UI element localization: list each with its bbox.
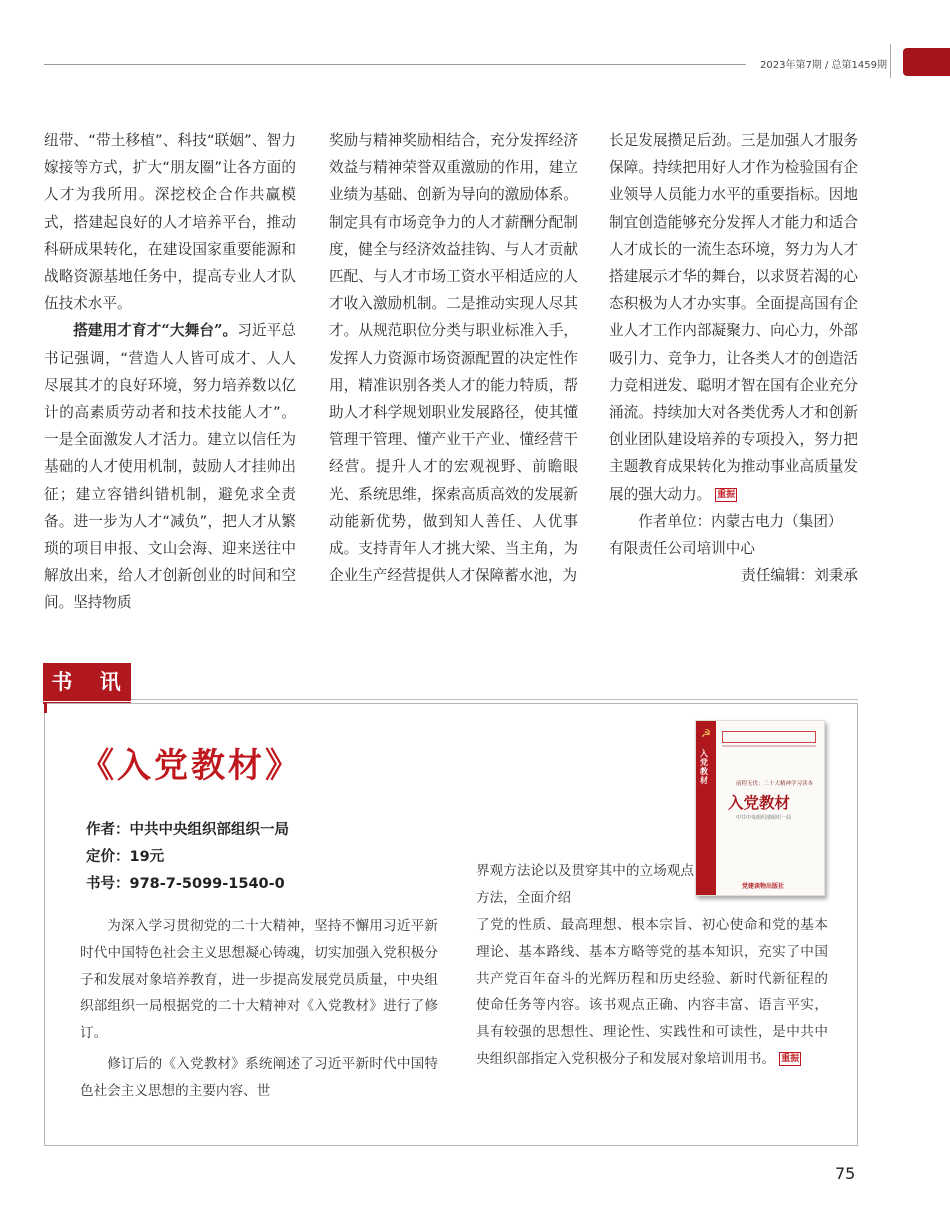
article-paragraph <box>609 127 858 508</box>
cover-top-rule <box>722 745 816 747</box>
end-mark-icon: 重振 <box>781 1053 800 1064</box>
book-author: 作者：中共中央组织部组织一局 <box>86 822 289 838</box>
responsible-editor: 责任编辑：刘秉承 <box>741 567 858 585</box>
book-price: 定价：19元 <box>86 849 165 865</box>
header-divider <box>890 44 891 78</box>
header-rule <box>44 64 746 65</box>
box-accent <box>44 703 47 713</box>
section-label-book-news: 书 讯 <box>43 663 131 701</box>
article-text: 长足发展攒足后劲。三是加强人才服务保障。持续把用好人才作为检验国有企业领导人员能力水平的重要指标。因地制宜创造能够充分发挥人才能力和适合人才成长的一流生态环境，努力为人才搭建展示才华的舞台，以求贤若渴的心态积极为人才办实事。全面提高国有企业人才工作内部凝聚力、向心力，外部吸引力、竞争力，让各类人才的创造活力竞相迸发、聪明才智在国有企业充分涌流。持续加大对各类优秀人才和创新创业团队建设培养的专项投入，努力把主题教育成果转化为推动事业高质量发展的强大动力。 <box>609 132 858 503</box>
book-intro-left <box>80 913 438 1105</box>
cover-author: 中共中央组织部组织一局 <box>736 815 792 821</box>
article-paragraph: 奖励与精神奖励相结合，充分发挥经济效益与精神荣誉双重激励的作用，建立业绩为基础、创新为导向的激励体系。制定具有市场竞争力的人才薪酬分配制度，健全与经济效益挂钩、与人才贡献匹配、与人才市场工资水平相适应的人才收入激励机制。二是推动实现人尽其才。从规范职位分类与职业标准入手，发挥人力资源市场资源配置的决定性作用，精准识别各类人才的能力特质，帮助人才科学规划职业发展路径，使其懂管理干管理、懂产业干产业、懂经营干经营。提升人才的宏观视野、前瞻眼光、系统思维，探索高质高效的发展新动能新优势，做到知人善任、人优事成。支持青年人才挑大梁、当主角，为企业生产经营提供人才保障蓄水池，为 <box>329 132 578 585</box>
book-intro-right <box>476 912 828 1073</box>
book-intro-paragraph: 修订后的《入党教材》系统阐述了习近平新时代中国特色社会主义思想的主要内容、世 <box>80 1055 438 1099</box>
article-text: 习近平总书记强调，“营造人人皆可成才、人人尽展其才的良好环境，努力培养数以亿计的高素质劳动者和技术技能人才”。一是全面激发人才活力。建立以信任为基础的人才使用机制，鼓励人才挂帅出征；建立容错纠错机制，避免求全责备。进一步为人才“减负”，把人才从繁琐的项目申报、文山会海、迎来送往中解放出来，给人才创新创业的时间和空间。坚持物质 <box>44 322 296 612</box>
book-intro-text: 了党的性质、最高理想、根本宗旨、初心使命和党的基本理论、基本路线、基本方略等党的基本知识，充实了中国共产党百年奋斗的光辉历程和历史经验、新时代新征程的使命任务等内容。该书观点正确、内容丰富、语言平实，具有较强的思想性、理论性、实践性和可读性，是中共中央组织部指定入党积极分子和发展对象培训用书。 <box>476 917 828 1067</box>
article-column-1 <box>44 127 296 617</box>
section-rule <box>131 699 858 700</box>
header-color-tab <box>903 48 950 76</box>
subheading: 搭建用才育才“大舞台”。 <box>73 322 238 340</box>
book-intro-right-top: 界观方法论以及贯穿其中的立场观点方法，全面介绍 <box>476 863 694 906</box>
issue-label: 2023年第7期 / 总第1459期 <box>760 60 887 71</box>
author-unit: 作者单位：内蒙古电力（集团） <box>638 512 843 530</box>
page-number: 75 <box>835 1164 856 1183</box>
author-unit-cont: 有限责任公司培训中心 <box>609 540 755 558</box>
book-intro-paragraph: 为深入学习贯彻党的二十大精神，坚持不懈用习近平新时代中国特色社会主义思想凝心铸魂，切实加强入党积极分子和发展对象培养教育，进一步提高发展党员质量，中央组织部组织一局根据党的二十大精神对《入党教材》进行了修订。 <box>80 918 438 1042</box>
end-mark-icon: 重振 <box>717 489 736 500</box>
book-isbn: 书号：978-7-5099-1540-0 <box>86 876 285 892</box>
cover-top-banner <box>722 731 816 743</box>
article-column-3 <box>609 127 858 589</box>
cover-series: 前程无忧：二十大精神学习读本 <box>736 781 814 787</box>
article-paragraph: 纽带、“带土移植”、科技“联姻”、智力嫁接等方式，扩大“朋友圈”让各方面的人才为我所用。深挖校企合作共赢模式，搭建起良好的人才培养平台，推动科研成果转化，在建设国家重要能源和战略资源基地任务中，提高专业人才队伍技术水平。 <box>44 132 296 313</box>
cover-title: 入党教材 <box>728 793 791 812</box>
party-emblem-icon: ☭ <box>701 727 711 740</box>
article-paragraph <box>44 317 296 616</box>
cover-spine-title: 入党教材 <box>700 748 708 785</box>
article-column-2 <box>329 127 578 589</box>
book-title: 《入党教材》 <box>80 746 302 786</box>
book-cover-image <box>695 720 825 896</box>
cover-publisher: 党建读物出版社 <box>742 883 785 890</box>
